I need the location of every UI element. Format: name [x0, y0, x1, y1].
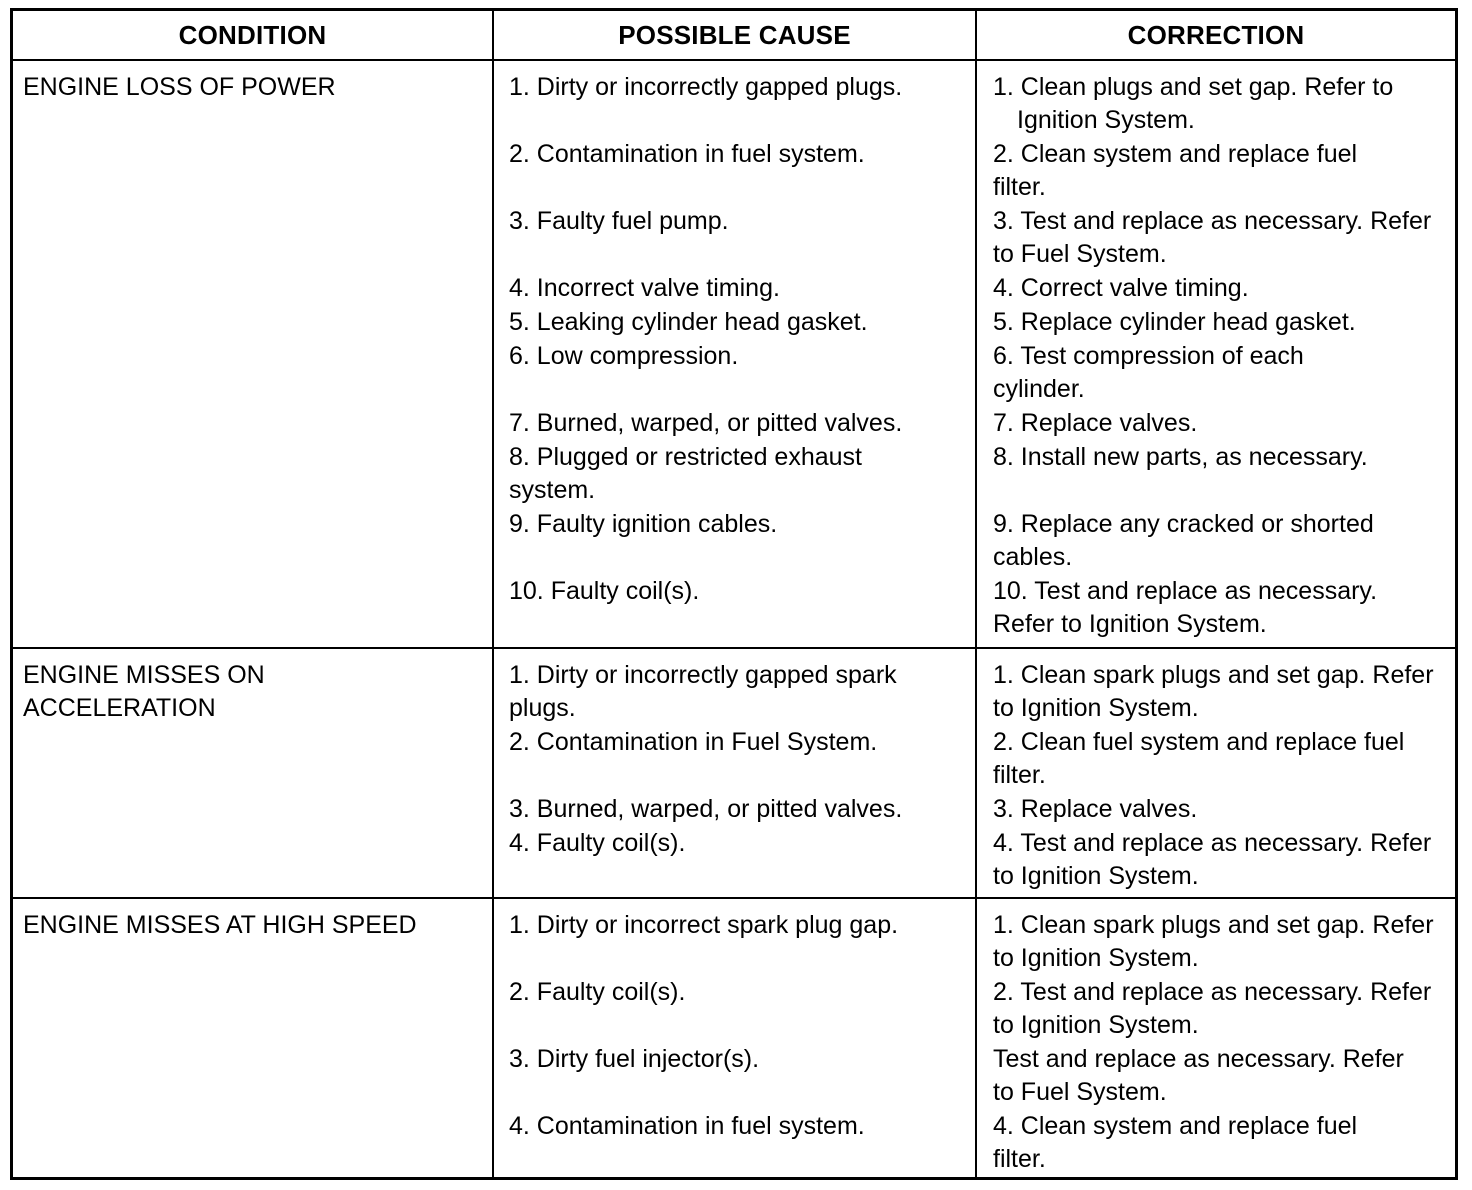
- correction-cell: [977, 649, 1455, 899]
- correction-item: 1. Clean spark plugs and set gap. Refer to Ignition System.: [993, 661, 1434, 722]
- cause-cell: [494, 649, 977, 899]
- correction-item: 2. Clean fuel system and replace fuel filter.: [993, 728, 1405, 789]
- correction-item: 10. Test and replace as necessary. Refer to Ignition System.: [993, 577, 1378, 638]
- cause-item: 7. Burned, warped, or pitted valves.: [509, 409, 903, 437]
- correction-item: 1. Clean spark plugs and set gap. Refer to Ignition System.: [993, 911, 1434, 972]
- correction-cell: [977, 899, 1455, 1177]
- cause-item: 1. Dirty or incorrectly gapped spark plugs.: [509, 661, 897, 722]
- correction-item: 4. Clean system and replace fuel filter.: [993, 1112, 1358, 1173]
- correction-item: 6. Test compression of each cylinder.: [993, 342, 1304, 403]
- correction-text: 1. Clean plugs and set gap. Refer to: [993, 73, 1394, 101]
- cause-cell: [494, 899, 977, 1177]
- cause-item: 8. Plugged or restricted exhaust system.: [509, 443, 862, 504]
- cause-item: 3. Burned, warped, or pitted valves.: [509, 795, 903, 823]
- correction-cell: [977, 61, 1455, 649]
- header-condition: CONDITION: [13, 11, 494, 61]
- correction-item: 4. Test and replace as necessary. Refer to Ignition System.: [993, 829, 1432, 890]
- cause-item: 2. Contamination in Fuel System.: [509, 728, 878, 756]
- correction-continuation: Ignition System.: [1017, 106, 1195, 134]
- correction-item: 8. Install new parts, as necessary.: [993, 443, 1368, 471]
- cause-item: 4. Incorrect valve timing.: [509, 274, 780, 302]
- correction-item: Test and replace as necessary. Refer to Fuel System.: [993, 1045, 1404, 1106]
- cause-item: 10. Faulty coil(s).: [509, 577, 700, 605]
- header-possible-cause: POSSIBLE CAUSE: [494, 11, 977, 61]
- correction-item: 4. Correct valve timing.: [993, 274, 1249, 302]
- correction-item: 2. Clean system and replace fuel filter.: [993, 140, 1358, 201]
- cause-item: 6. Low compression.: [509, 342, 739, 370]
- correction-item: 5. Replace cylinder head gasket.: [993, 308, 1356, 336]
- condition-cell: ENGINE MISSES AT HIGH SPEED: [13, 899, 494, 1177]
- correction-item: 3. Test and replace as necessary. Refer to Fuel System.: [993, 207, 1432, 268]
- cause-item: 1. Dirty or incorrectly gapped plugs.: [509, 73, 903, 101]
- cause-item: 4. Contamination in fuel system.: [509, 1112, 865, 1140]
- correction-item: 7. Replace valves.: [993, 409, 1198, 437]
- cause-item: 5. Leaking cylinder head gasket.: [509, 308, 868, 336]
- correction-item: 9. Replace any cracked or shorted cables.: [993, 510, 1374, 571]
- correction-item: 3. Replace valves.: [993, 795, 1198, 823]
- cause-item: 9. Faulty ignition cables.: [509, 510, 778, 538]
- condition-cell: ENGINE MISSES ON ACCELERATION: [13, 649, 494, 899]
- cause-item: 3. Faulty fuel pump.: [509, 207, 729, 235]
- correction-item: [993, 71, 1451, 137]
- table-grid: [13, 11, 1455, 1177]
- header-correction: CORRECTION: [977, 11, 1455, 61]
- cause-cell: [494, 61, 977, 649]
- troubleshooting-table: [10, 8, 1458, 1180]
- cause-item: 3. Dirty fuel injector(s).: [509, 1045, 760, 1073]
- correction-item: 2. Test and replace as necessary. Refer to Ignition System.: [993, 978, 1432, 1039]
- condition-cell: ENGINE LOSS OF POWER: [13, 61, 494, 649]
- cause-item: 4. Faulty coil(s).: [509, 829, 686, 857]
- cause-item: 1. Dirty or incorrect spark plug gap.: [509, 911, 899, 939]
- cause-item: 2. Contamination in fuel system.: [509, 140, 865, 168]
- cause-item: 2. Faulty coil(s).: [509, 978, 686, 1006]
